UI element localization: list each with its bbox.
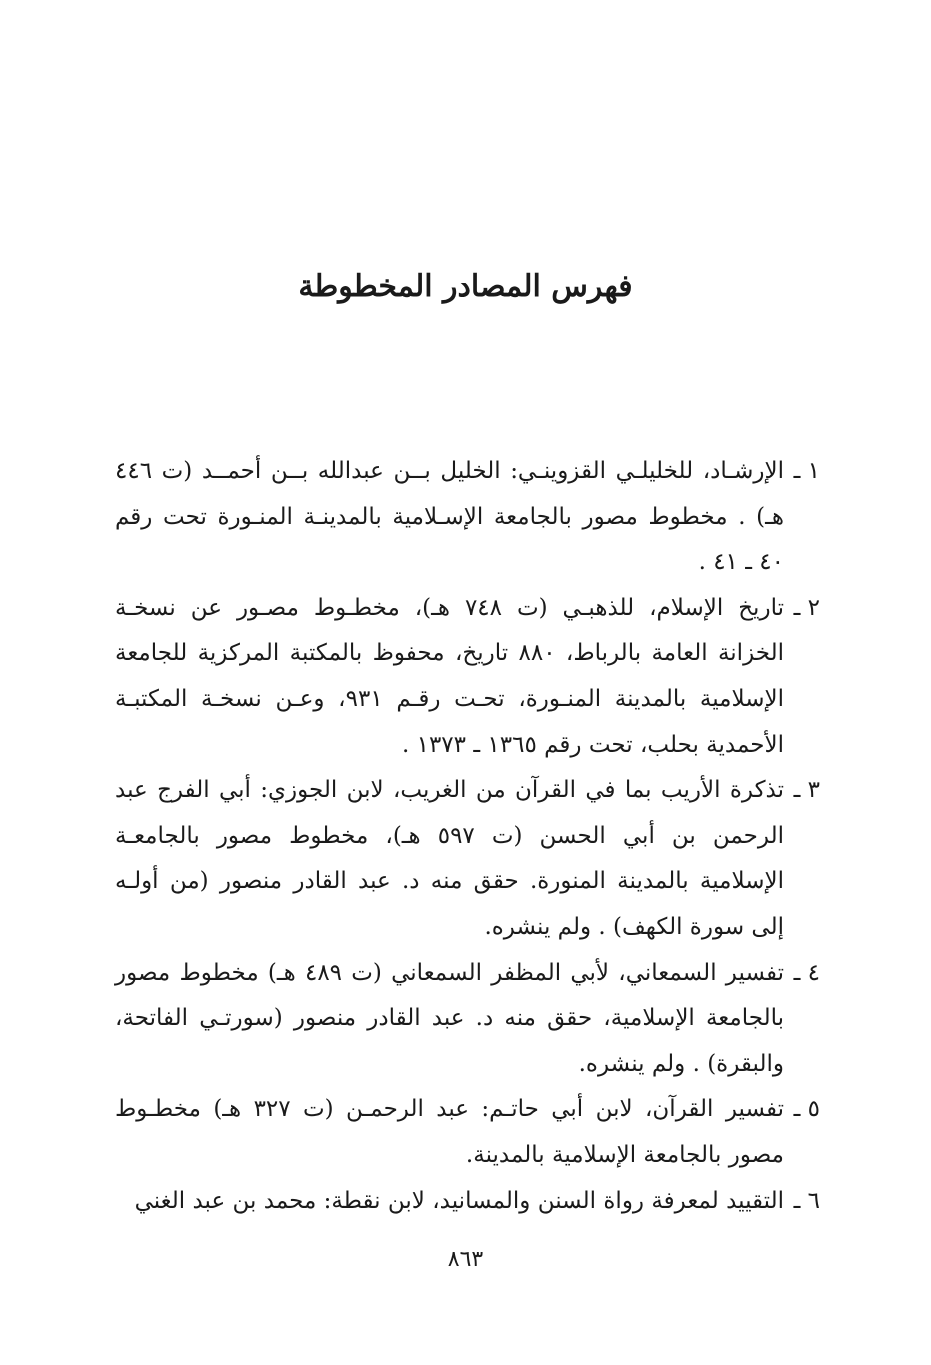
page-title: فهرس المصادر المخطوطة: [298, 269, 633, 304]
entry-number: ٣ ـ: [793, 777, 820, 804]
source-entry-1: [115, 449, 820, 586]
entry-number: ٤ ـ: [793, 959, 820, 986]
entry-text: تذكرة الأريب بما في القرآن من الغريب، لابن الجوزي: أبي الفرج عبد الرحمن بن أبي الحسن (ت ٥٩٧ هـ)، مخطوط مصور بالجامعـة الإسلامية بالمدينة المنورة. حقق منه د. عبد القادر منصور (من أولـه إلى سورة الكهف) . ولم ينشره.: [115, 777, 784, 940]
source-entry-5: [115, 1087, 820, 1178]
entry-number: ٦ ـ: [793, 1187, 820, 1214]
source-entry-6: [115, 1179, 820, 1225]
entry-text: تفسير السمعاني، لأبي المظفر السمعاني (ت ٤٨٩ هـ) مخطوط مصور بالجامعة الإسلامية، حقق منه د. عبد القادر منصور (سورتـي الفاتحة، والبقرة) . ولم ينشره.: [115, 959, 784, 1077]
source-entry-3: [115, 768, 820, 950]
page-number: ٨٦٣: [447, 1247, 484, 1272]
entry-text: التقييد لمعرفة رواة السنن والمسانيد، لابن نقطة: محمد بن عبد الغني: [134, 1187, 784, 1214]
entry-text: تفسير القرآن، لابن أبي حاتـم: عبد الرحمـن (ت ٣٢٧ هـ) مخطـوط مصور بالجامعة الإسلامية بالمدينة.: [115, 1096, 784, 1168]
source-entry-4: [115, 951, 820, 1088]
entry-number: ١ ـ: [793, 458, 820, 484]
entry-number: ٥ ـ: [793, 1096, 820, 1123]
entry-number: ٢ ـ: [793, 594, 820, 621]
source-entry-2: [115, 586, 820, 768]
sources-list: [115, 449, 820, 1224]
entry-text: الإرشـاد، للخليلـي القزوينـي: الخليل بــن عبدالله بــن أحمــد (ت ٤٤٦ هـ) . مخطوط مصور بالجامعة الإسـلامية بالمدينـة المنـورة تحت رقم ٤٠ ـ ٤١ .: [115, 458, 784, 576]
entry-text: تاريخ الإسلام، للذهبـي (ت ٧٤٨ هـ)، مخطـوط مصـور عن نسخـة الخزانة العامة بالرباط، ٨٨٠ تاريخ، محفوظ بالمكتبة المركزية للجامعة الإسلامية بالمدينة المنـورة، تحـت رقـم ٩٣١، وعـن نسخـة المكتبـة الأحمدية بحلب، تحت رقم ١٣٦٥ ـ ١٣٧٣ .: [115, 594, 784, 758]
